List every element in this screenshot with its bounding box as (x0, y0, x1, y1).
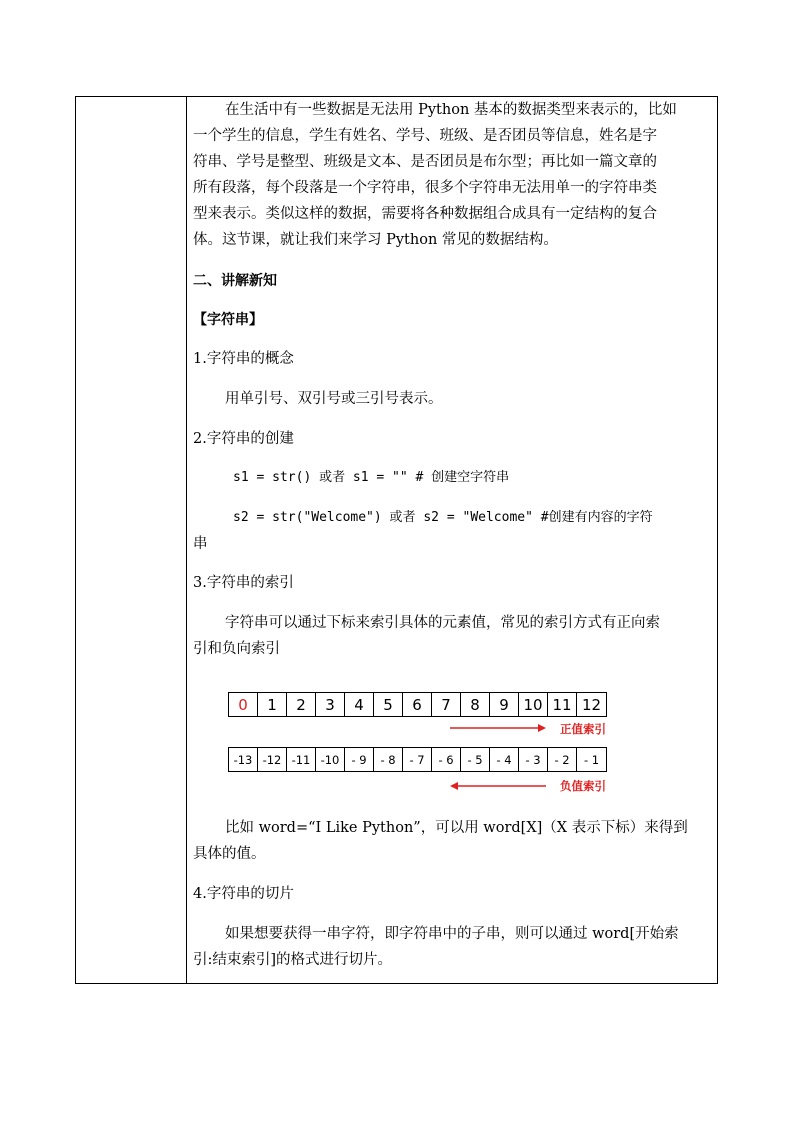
positive-index-cell: 6 (403, 693, 432, 716)
positive-index-cell: 3 (316, 693, 345, 716)
positive-index-cell: 8 (461, 693, 490, 716)
negative-index-cell: - 4 (490, 748, 519, 771)
negative-index-cell: - 6 (432, 748, 461, 771)
intro-line-4: 所有段落，每个段落是一个字符串，很多个字符串无法用单一的字符串类 (193, 180, 657, 196)
negative-index-cell: -11 (287, 748, 316, 771)
positive-index-cell: 10 (519, 693, 548, 716)
positive-index-cell: 2 (287, 693, 316, 716)
negative-index-cell: - 9 (345, 748, 374, 771)
string-heading: 【字符串】 (193, 312, 263, 328)
intro-line-6: 体。这节课，就让我们来学习 Python 常见的数据结构。 (193, 232, 558, 248)
negative-index-cell: -12 (258, 748, 287, 771)
slice-title: 4.字符串的切片 (193, 886, 294, 902)
index-body-2: 引和负向索引 (193, 641, 280, 657)
negative-index-label: 负值索引 (560, 779, 606, 793)
column-divider (186, 97, 187, 983)
negative-index-cell: - 5 (461, 748, 490, 771)
positive-index-cell: 0 (229, 693, 258, 716)
concept-title: 1.字符串的概念 (193, 351, 294, 367)
create-title: 2.字符串的创建 (193, 431, 294, 447)
slice-body-2: 引:结束索引]的格式进行切片。 (193, 952, 393, 968)
example-line-2: 具体的值。 (193, 846, 266, 862)
code-line-2-wrap: 串 (193, 536, 208, 552)
positive-index-cell: 11 (548, 693, 577, 716)
positive-index-label: 正值索引 (560, 722, 606, 736)
concept-body: 用单引号、双引号或三引号表示。 (225, 391, 443, 407)
document-table (75, 96, 718, 984)
positive-index-cell: 5 (374, 693, 403, 716)
negative-index-cell: -10 (316, 748, 345, 771)
index-title: 3.字符串的索引 (193, 575, 294, 591)
negative-index-row (228, 747, 607, 772)
intro-line-5: 型来表示。类似这样的数据，需要将各种数据组合成具有一定结构的复合 (193, 206, 657, 222)
positive-index-cell: 9 (490, 693, 519, 716)
intro-line-3: 符串、学号是整型、班级是文本、是否团员是布尔型；再比如一篇文章的 (193, 154, 657, 170)
example-line-1: 比如 word=“I Like Python”，可以用 word[X]（X 表示下标）来得到 (225, 820, 688, 836)
negative-index-cell: - 2 (548, 748, 577, 771)
index-body-1: 字符串可以通过下标来索引具体的元素值，常见的索引方式有正向索 (225, 615, 660, 631)
slice-body-1: 如果想要获得一串字符，即字符串中的子串，则可以通过 word[开始索 (225, 926, 679, 942)
code-line-1: s1 = str() 或者 s1 = "" # 创建空字符串 (233, 470, 510, 485)
negative-index-cell: - 1 (583, 752, 600, 767)
negative-index-cell: - 7 (403, 748, 432, 771)
positive-index-row (228, 692, 607, 717)
code-line-2: s2 = str("Welcome") 或者 s2 = "Welcome" #创建有内容的字符 (233, 510, 653, 525)
positive-index-cell: 4 (345, 693, 374, 716)
negative-index-cell: -13 (229, 748, 258, 771)
negative-index-cell: - 8 (374, 748, 403, 771)
intro-line-2: 一个学生的信息，学生有姓名、学号、班级、是否团员等信息，姓名是字 (193, 128, 657, 144)
negative-index-cell: - 3 (519, 748, 548, 771)
positive-index-cell: 12 (581, 695, 602, 714)
section-heading: 二、讲解新知 (193, 273, 277, 289)
positive-index-cell: 7 (432, 693, 461, 716)
positive-index-cell: 1 (258, 693, 287, 716)
intro-line-1: 在生活中有一些数据是无法用 Python 基本的数据类型来表示的，比如 (225, 102, 677, 118)
negative-arrow-icon (448, 781, 548, 791)
positive-arrow-icon (448, 723, 548, 733)
